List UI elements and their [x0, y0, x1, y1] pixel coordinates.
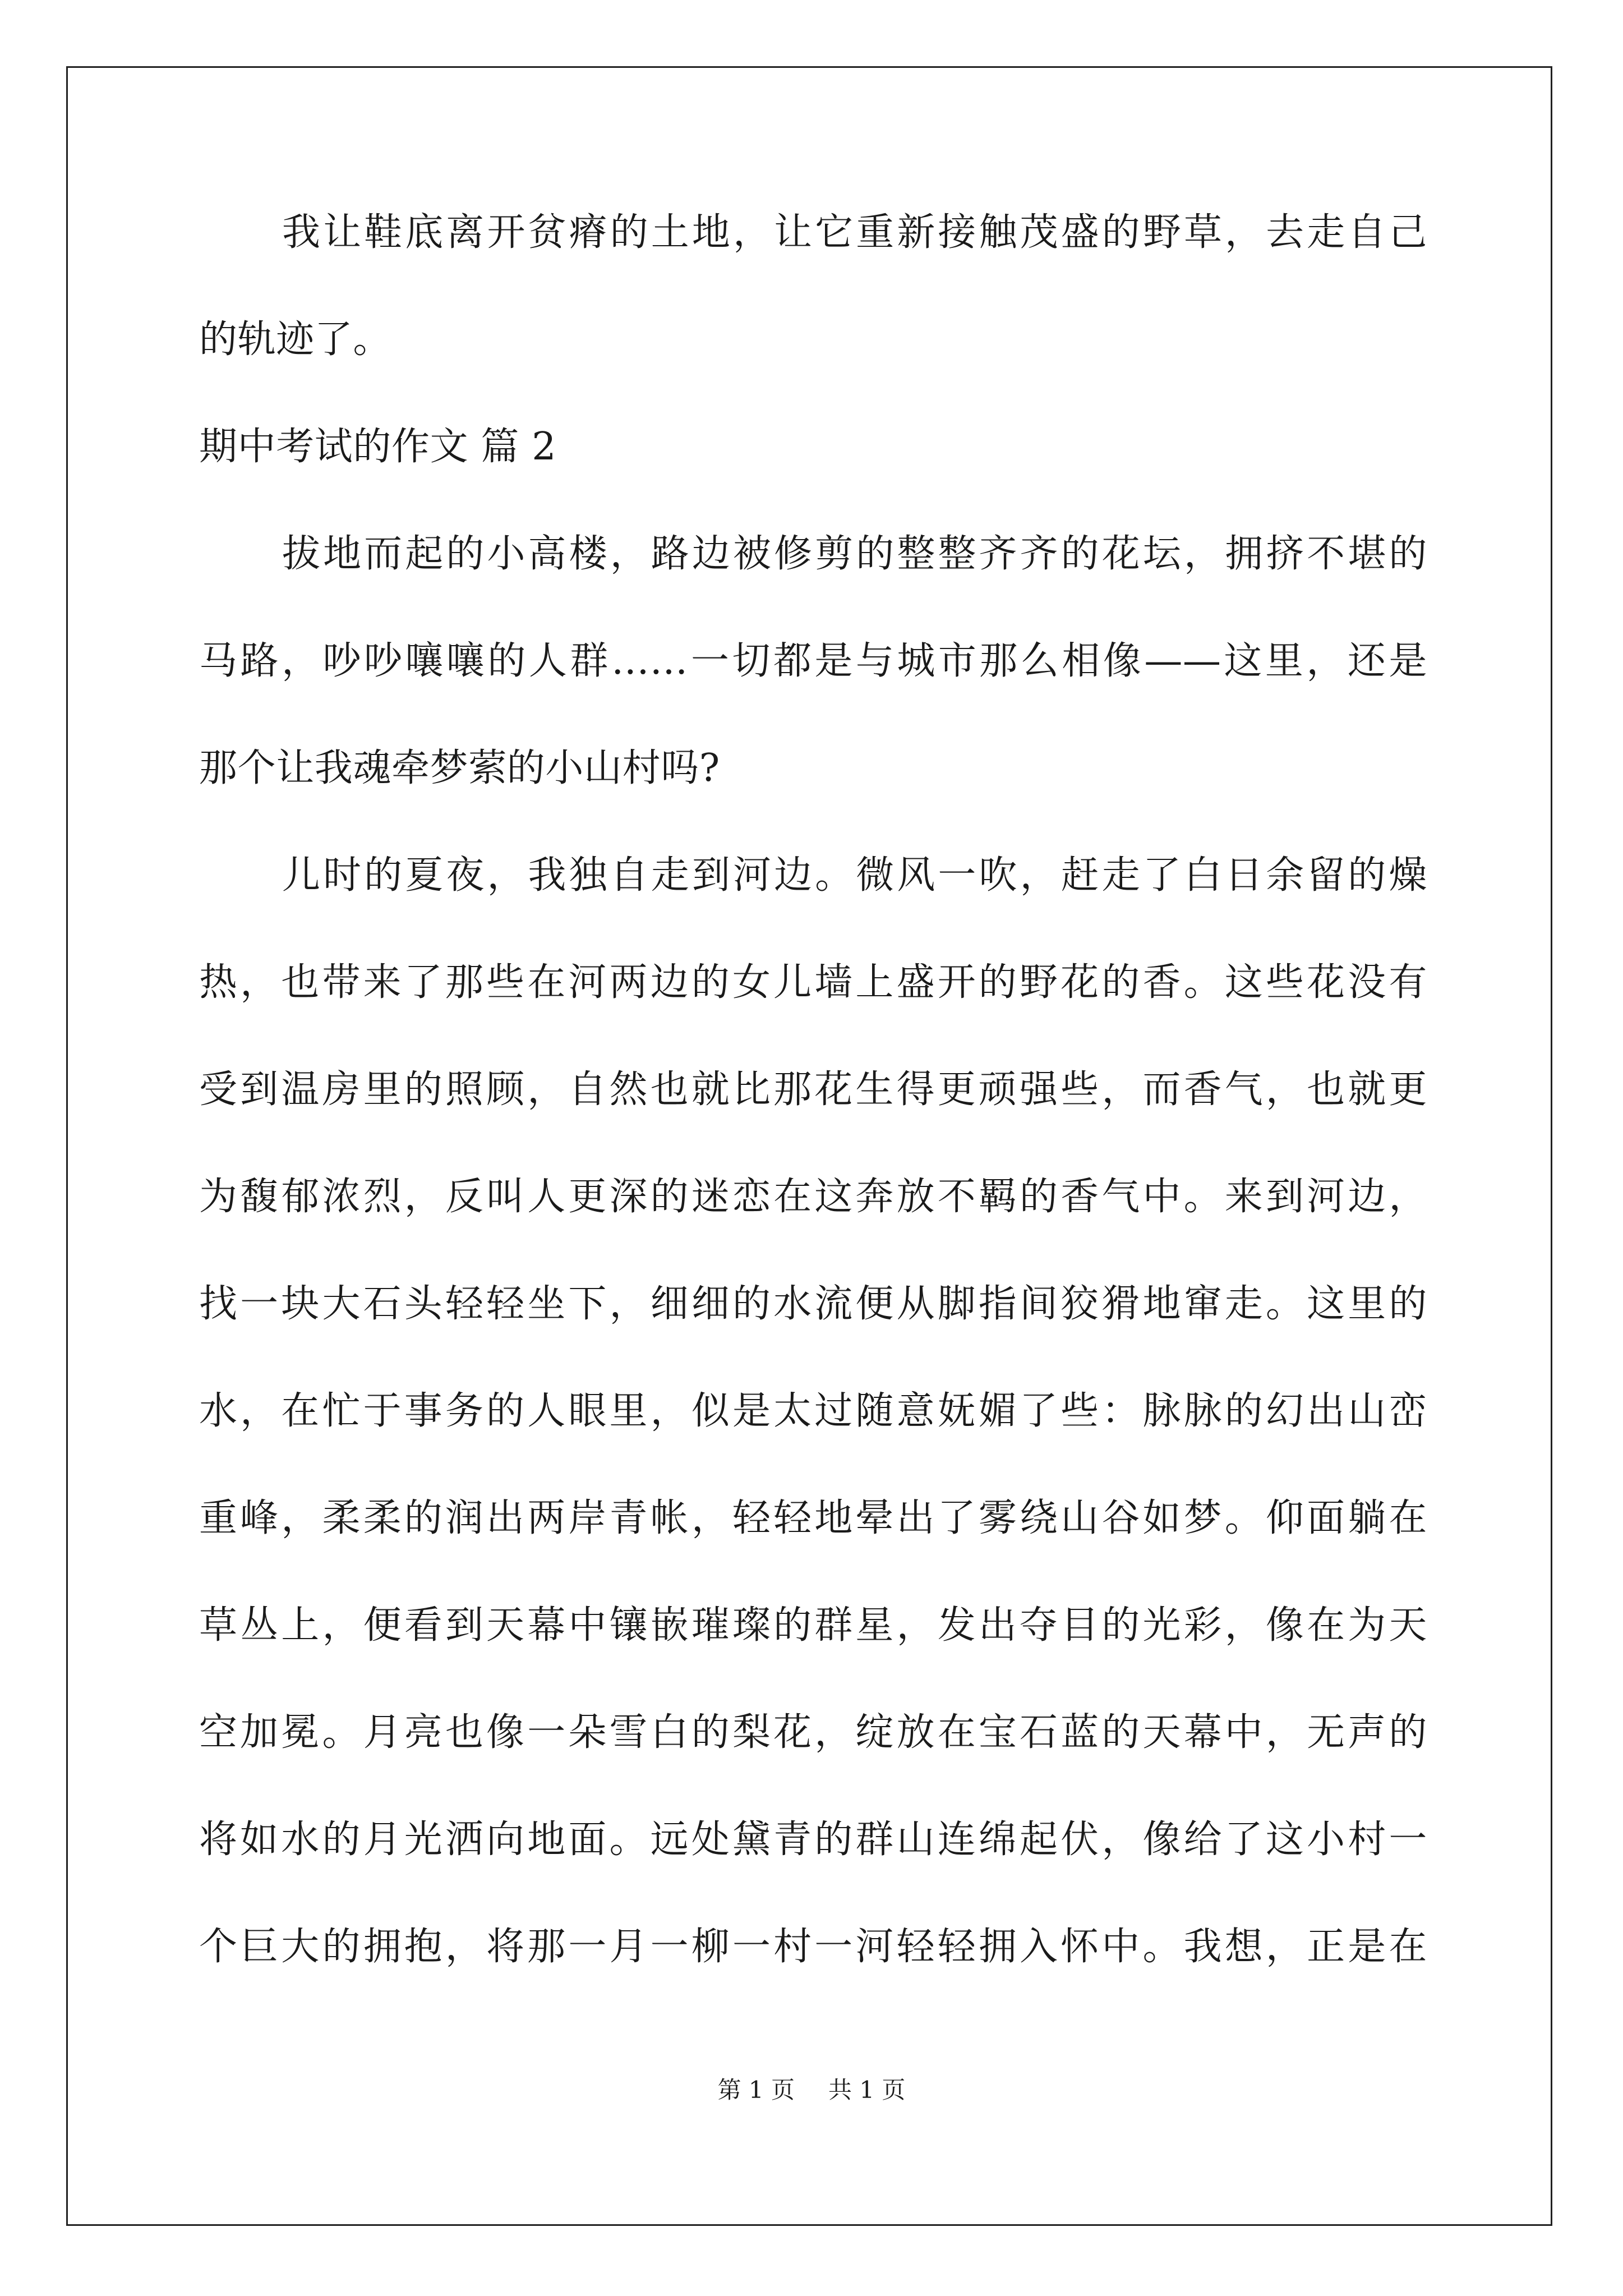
page-footer — [0, 2076, 1623, 2105]
paragraph-3-line-6: 水，在忙于事务的人眼里，似是太过随意妩媚了些：脉脉的幻出山峦 — [199, 1389, 1427, 1433]
paragraph-1-line-1: 我让鞋底离开贫瘠的土地，让它重新接触茂盛的野草，去走自己 — [282, 210, 1427, 255]
section-heading: 期中考试的作文 篇 2 — [199, 425, 557, 469]
paragraph-2-line-1: 拔地而起的小高楼，路边被修剪的整整齐齐的花坛，拥挤不堪的 — [282, 532, 1427, 576]
page-total: 共 1 页 — [828, 2076, 906, 2104]
page-number: 第 1 页 — [717, 2076, 795, 2104]
paragraph-3-line-7: 重峰，柔柔的润出两岸青帐，轻轻地晕出了雾绕山谷如梦。仰面躺在 — [199, 1496, 1427, 1540]
paragraph-3-line-10: 将如水的月光洒向地面。远处黛青的群山连绵起伏，像给了这小村一 — [199, 1818, 1427, 1862]
paragraph-1-line-2: 的轨迹了。 — [199, 318, 392, 362]
paragraph-3-line-1: 儿时的夏夜，我独自走到河边。微风一吹，赶走了白日余留的燥 — [282, 853, 1427, 898]
paragraph-3-line-2: 热，也带来了那些在河两边的女儿墙上盛开的野花的香。这些花没有 — [199, 960, 1427, 1005]
document-body — [199, 208, 1427, 2029]
paragraph-3-line-11: 个巨大的拥抱，将那一月一柳一村一河轻轻拥入怀中。我想，正是在 — [199, 1925, 1427, 1969]
paragraph-3-line-5: 找一块大石头轻轻坐下，细细的水流便从脚指间狡猾地窜走。这里的 — [199, 1282, 1427, 1326]
paragraph-3-line-8: 草丛上，便看到天幕中镶嵌璀璨的群星，发出夺目的光彩，像在为天 — [199, 1603, 1427, 1648]
paragraph-2-line-2: 马路，吵吵嚷嚷的人群……一切都是与城市那么相像——这里，还是 — [199, 639, 1427, 683]
paragraph-2-line-3: 那个让我魂牵梦萦的小山村吗? — [199, 746, 720, 790]
paragraph-3-line-3: 受到温房里的照顾，自然也就比那花生得更顽强些，而香气，也就更 — [199, 1068, 1427, 1112]
paragraph-3-line-9: 空加冕。月亮也像一朵雪白的梨花，绽放在宝石蓝的天幕中，无声的 — [199, 1710, 1427, 1755]
paragraph-3-line-4: 为馥郁浓烈，反叫人更深的迷恋在这奔放不羁的香气中。来到河边， — [199, 1175, 1427, 1219]
